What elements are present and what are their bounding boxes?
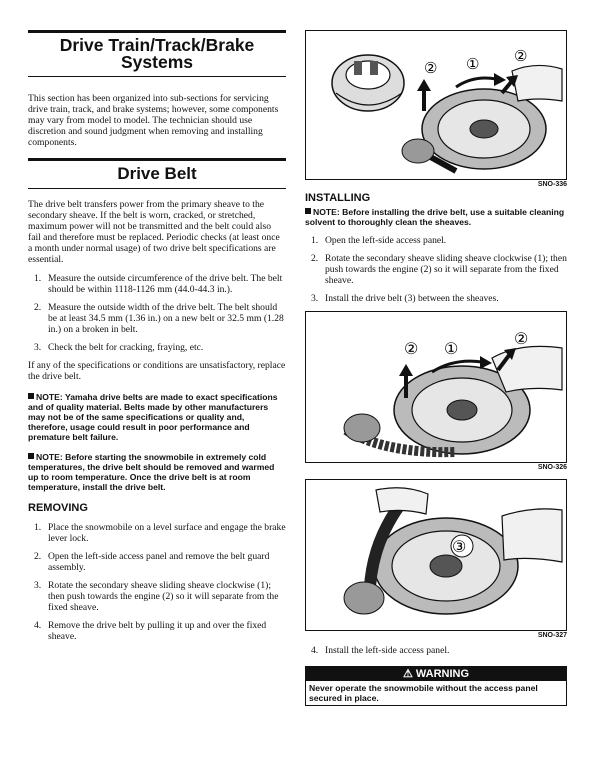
list-item: 4. Remove the drive belt by pulling it up and over the fixed sheave. <box>34 620 267 642</box>
right-hand-drawing <box>502 509 562 562</box>
callout-1: ① <box>444 341 459 358</box>
replace-instruction: If any of the specifications or conditions are unsatisfactory, replace the drive belt. <box>28 360 286 382</box>
installing-note: NOTE: Before installing the drive belt, use a suitable cleaning solvent to thoroughly clean the sheaves. <box>305 207 565 227</box>
title-rule <box>28 76 286 77</box>
warning-text: Never operate the snowmobile without the access panel secured in place. <box>305 681 567 706</box>
hand-drawing <box>512 65 562 101</box>
installing-steps <box>305 235 567 304</box>
drive-belt-intro: The drive belt transfers power from the primary sheave to the secondary sheave. If the belt is worn, cracked, or stretched, maximum power will not be transmitted and the belt could also fail and therefore must be replaced. Periodic checks (at least once a month under normal usage) of two drive belt specifications are essential. <box>28 199 280 265</box>
list-item: 3. Rotate the secondary sheave sliding sheave clockwise (1); then push towards the engine (2) so it will separate from the fixed sheave. <box>34 580 279 613</box>
note-bullet-icon <box>305 208 311 214</box>
list-item: 3. Install the drive belt (3) between the sheaves. <box>311 293 499 304</box>
installing-heading: INSTALLING <box>305 192 371 204</box>
list-item: 2. Open the left-side access panel and remove the belt guard assembly. <box>34 551 270 573</box>
drive-belt-rule <box>28 188 286 189</box>
list-item: 1. Open the left-side access panel. <box>311 235 447 246</box>
callout-2: ② <box>424 61 438 77</box>
chapter-intro: This section has been organized into sub-sections for servicing drive train, track, and brake systems; however, some components may vary from model to model. The technician should use discretion and sound judgment when removing and installing components. <box>28 93 279 148</box>
callout-3: ③ <box>452 539 467 556</box>
sheave-removal-illustration <box>306 31 566 179</box>
drive-belt-title: Drive Belt <box>28 158 286 183</box>
figure-sno-327 <box>305 479 567 631</box>
final-step <box>305 645 567 656</box>
removing-steps <box>28 522 286 642</box>
callout-2: ② <box>514 49 528 65</box>
right-column <box>305 30 567 706</box>
yamaha-belt-note: NOTE: Yamaha drive belts are made to exact specifications and of quality material. Belts made by other manufacturers may not be of the same specifications or quality and, therefore, usage could result in poor performance and premature belt failure. <box>28 392 278 442</box>
figure-sno-336 <box>305 30 567 180</box>
note-bullet-icon <box>28 393 34 399</box>
note-bullet-icon <box>28 453 34 459</box>
figure-label: SNO-326 <box>537 464 567 471</box>
callout-2: ② <box>404 341 419 358</box>
secondary-sheave-drawing <box>344 502 518 614</box>
figure-label: SNO-327 <box>537 632 567 639</box>
sheave-hub-drawing <box>332 55 404 111</box>
list-item: 3. Check the belt for cracking, fraying, etc. <box>34 342 204 353</box>
left-column <box>28 30 286 649</box>
chapter-title: Drive Train/Track/Brake Systems <box>28 30 286 71</box>
callout-1: ① <box>466 57 480 73</box>
list-item: 1. Measure the outside circumference of the drive belt. The belt should be within 1118-1126 mm (44.0-44.3 in.). <box>34 273 283 295</box>
figure-sno-326 <box>305 311 567 463</box>
list-item: 1. Place the snowmobile on a level surface and engage the brake lever lock. <box>34 522 286 544</box>
removing-heading: REMOVING <box>28 502 88 514</box>
left-hand-drawing <box>376 488 428 514</box>
callout-2: ② <box>514 331 529 348</box>
cold-temperature-note: NOTE: Before starting the snowmobile in extremely cold temperatures, the drive belt should be removed and warmed up to room temperature. Once the drive belt is at room temperature, install the drive belt. <box>28 452 275 492</box>
sheave-separation-illustration <box>306 312 566 462</box>
belt-check-steps <box>28 273 286 353</box>
list-item: 4. Install the left-side access panel. <box>311 645 450 656</box>
warning-title: ⚠ WARNING <box>305 666 567 681</box>
belt-installation-illustration <box>306 480 566 630</box>
figure-label: SNO-336 <box>537 181 567 188</box>
list-item: 2. Rotate the secondary sheave sliding sheave clockwise (1); then push towards the engine (2) so it will separate from the fixed sheave. <box>311 253 567 286</box>
list-item: 2. Measure the outside width of the drive belt. The belt should be at least 34.5 mm (1.36 in.) on a new belt or 32.5 mm (1.28 in.) on a broken in belt. <box>34 302 284 335</box>
